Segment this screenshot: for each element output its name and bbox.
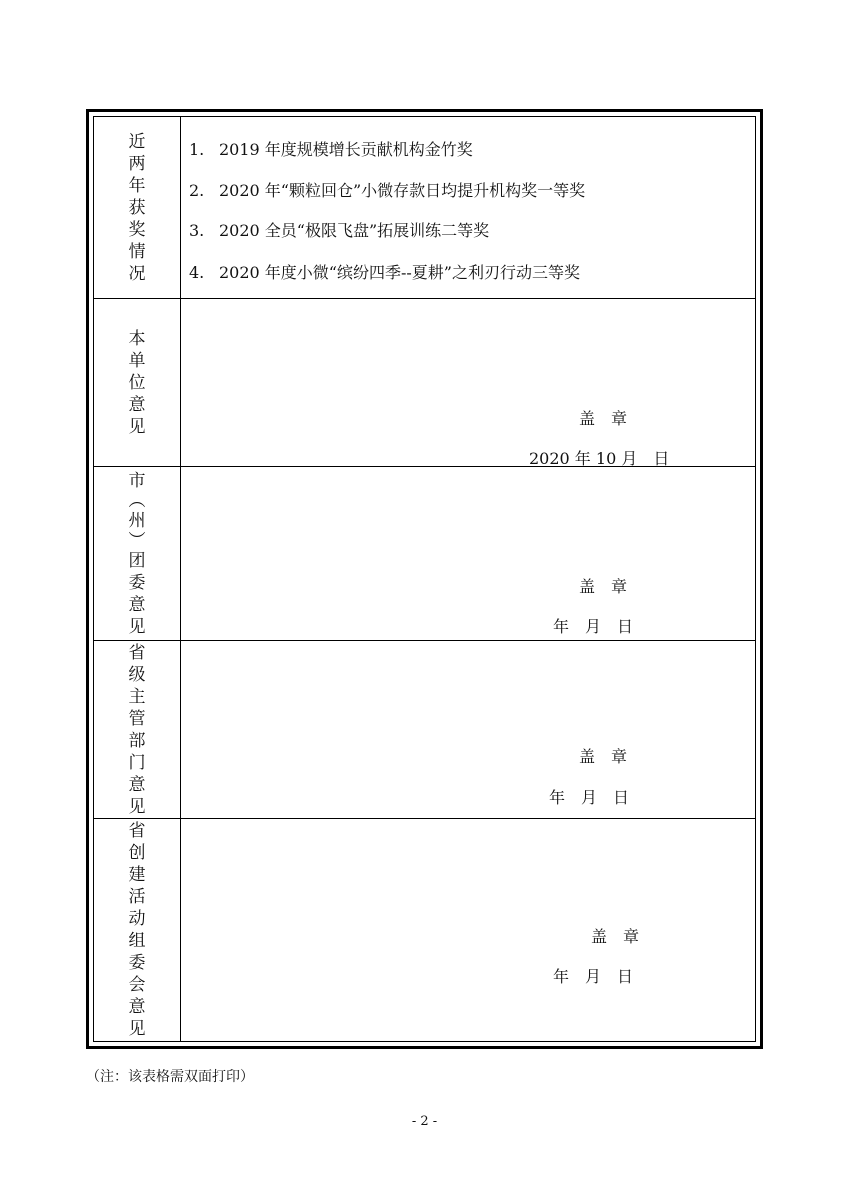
award-number: 4. (189, 263, 205, 282)
label-char: 委 (128, 572, 146, 593)
city-league-opinion-area (181, 467, 755, 640)
seal-label: 盖 章 (579, 577, 628, 596)
award-number: 3. (189, 221, 205, 240)
label-char: 创 (128, 843, 146, 863)
label-char: 主 (128, 686, 146, 707)
label-char: 见 (128, 796, 146, 817)
label-char: 部 (128, 730, 146, 751)
footnote: （注：该表格需双面打印） (86, 1069, 254, 1085)
award-number: 2. (189, 181, 205, 200)
page-number: - 2 - (411, 1114, 438, 1129)
label-char: 意 (128, 997, 146, 1017)
award-number: 1. (189, 140, 205, 159)
label-char: 见 (128, 1019, 146, 1039)
label-char: 两 (128, 153, 146, 174)
label-char: 奖 (128, 219, 146, 240)
label-char: 省 (128, 642, 146, 663)
label-char: ︶ (128, 530, 146, 551)
label-char: 活 (128, 887, 146, 907)
award-item (189, 178, 585, 201)
form-table (86, 109, 763, 1049)
label-char: 近 (128, 131, 146, 152)
label-char: 州 (128, 510, 146, 531)
seal-label: 盖 章 (579, 747, 628, 766)
award-text: 2020 年度小微“缤纷四季--夏耕”之利刃行动三等奖 (219, 263, 580, 282)
award-text: 2020 全员“极限飞盘”拓展训练二等奖 (219, 221, 490, 240)
row-label-city-league (94, 467, 181, 640)
row-awards (94, 117, 755, 299)
label-char: 获 (128, 197, 146, 218)
award-text: 2020 年“颗粒回仓”小微存款日均提升机构奖一等奖 (219, 181, 586, 200)
row-city-league-opinion (94, 467, 755, 641)
label-char: 会 (128, 975, 146, 995)
label-char: 位 (128, 372, 146, 393)
organizing-committee-opinion-area (181, 819, 755, 1041)
award-text: 2019 年度规模增长贡献机构金竹奖 (219, 140, 473, 159)
row-provincial-dept-opinion (94, 641, 755, 819)
award-item (189, 260, 580, 283)
award-item (189, 137, 473, 160)
label-char: 门 (128, 752, 146, 773)
provincial-dept-opinion-area (181, 641, 755, 818)
date-line: 2020 年 10 月 日 (529, 449, 670, 468)
label-char: 见 (128, 616, 146, 637)
label-char: 动 (128, 909, 146, 929)
label-char: 意 (128, 774, 146, 795)
label-char: ︵ (128, 490, 146, 511)
label-char: 况 (128, 263, 146, 284)
row-label-organizing-committee (94, 819, 181, 1041)
label-char: 建 (128, 865, 146, 885)
row-label-unit-opinion (94, 299, 181, 466)
label-char: 委 (128, 953, 146, 973)
award-item (189, 218, 489, 241)
label-char: 市 (128, 470, 146, 491)
label-char: 意 (128, 594, 146, 615)
label-char: 年 (128, 175, 146, 196)
label-char: 情 (128, 241, 146, 262)
row-unit-opinion (94, 299, 755, 467)
label-char: 团 (128, 550, 146, 571)
unit-opinion-area (181, 299, 755, 466)
label-char: 单 (128, 350, 146, 371)
form-table-inner (93, 116, 756, 1042)
label-char: 级 (128, 664, 146, 685)
seal-label: 盖 章 (591, 927, 640, 946)
date-line: 年 月 日 (553, 967, 634, 986)
label-char: 省 (128, 821, 146, 841)
label-char: 组 (128, 931, 146, 951)
row-organizing-committee-opinion (94, 819, 755, 1041)
date-line: 年 月 日 (553, 617, 634, 636)
awards-list (181, 117, 755, 298)
label-char: 管 (128, 708, 146, 729)
seal-label: 盖 章 (579, 409, 628, 428)
row-label-provincial-dept (94, 641, 181, 818)
label-char: 本 (128, 328, 146, 349)
label-char: 意 (128, 394, 146, 415)
date-line: 年 月 日 (549, 788, 630, 807)
row-label-awards (94, 117, 181, 298)
label-char: 见 (128, 416, 146, 437)
